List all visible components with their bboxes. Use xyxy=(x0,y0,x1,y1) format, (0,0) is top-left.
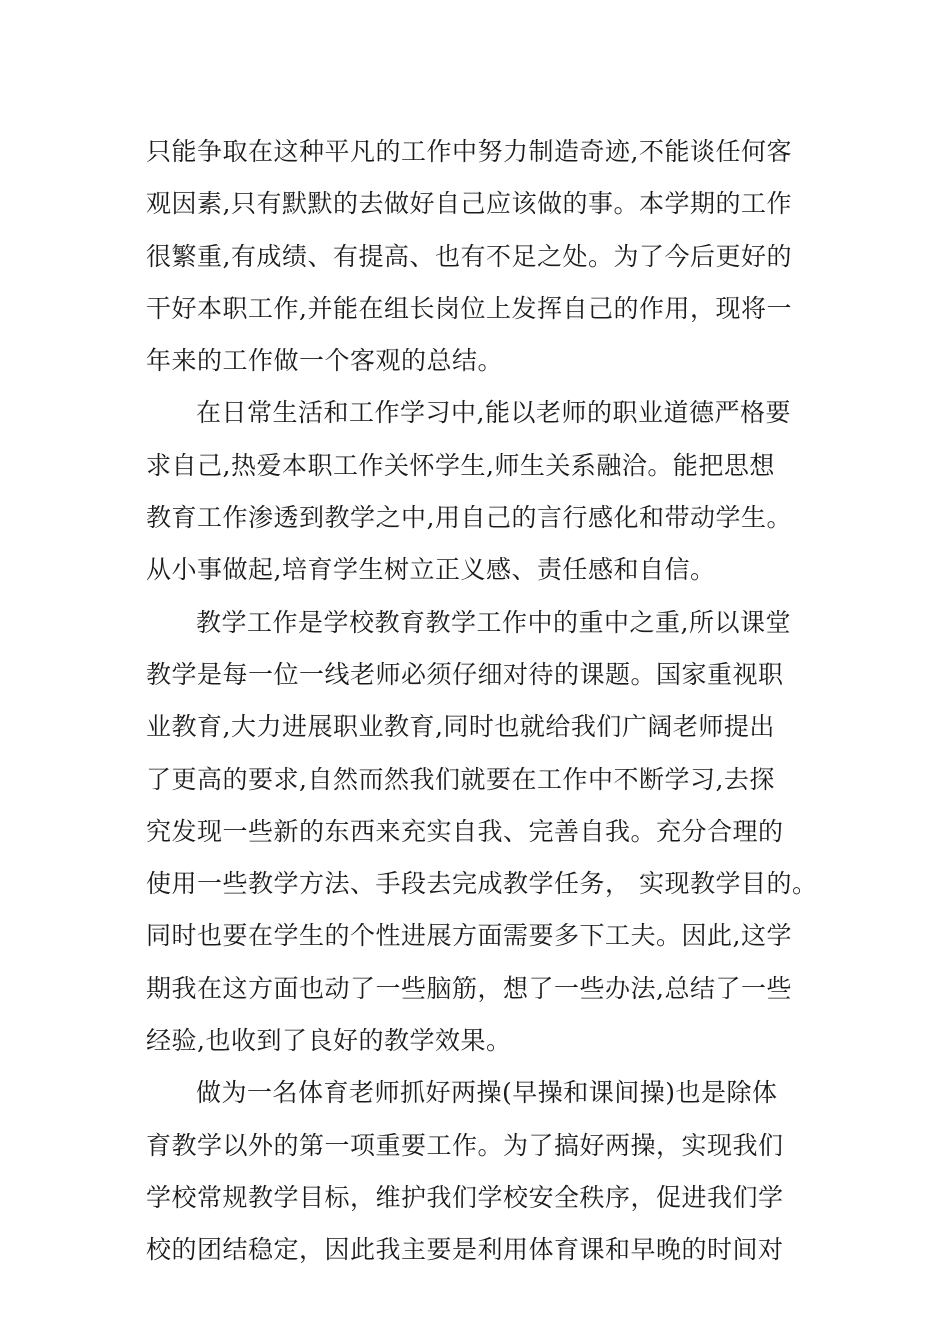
text-line: 观因素,只有默默的去做好自己应该做的事。本学期的工作 xyxy=(146,189,792,219)
text-line: 育教学以外的第一项重要工作。为了搞好两操，实现我们 xyxy=(146,1130,784,1160)
text-line: 期我在这方面也动了一些脑筋，想了一些办法,总结了一些 xyxy=(146,973,792,1003)
text-line: 干好本职工作,并能在组长岗位上发挥自己的作用，现将一 xyxy=(146,293,792,323)
text-line: 究发现一些新的东西来充实自我、完善自我。充分合理的 xyxy=(146,816,784,846)
paragraph-1 xyxy=(146,126,818,387)
text-line: 做为一名体育老师抓好两操(早操和课间操)也是除体 xyxy=(196,1078,778,1108)
text-line: 教学是每一位一线老师必须仔细对待的课题。国家重视职 xyxy=(146,659,784,689)
text-line: 求自己,热爱本职工作关怀学生,师生关系融洽。能把思想 xyxy=(146,450,775,480)
text-line: 业教育,大力进展职业教育,同时也就给我们广阔老师提出 xyxy=(146,712,775,742)
text-line: 只能争取在这种平凡的工作中努力制造奇迹,不能谈任何客 xyxy=(146,137,792,166)
text-line: 使用一些教学方法、手段去完成教学任务， 实现教学目的。 xyxy=(146,869,818,899)
text-line: 从小事做起,培育学生树立正义感、责任感和自信。 xyxy=(146,555,716,585)
paragraph-3 xyxy=(146,597,818,1068)
text-line: 在日常生活和工作学习中,能以老师的职业道德严格要 xyxy=(196,398,791,428)
paragraph-2 xyxy=(146,387,818,596)
text-line: 经验,也收到了良好的教学效果。 xyxy=(146,1026,512,1056)
body-text xyxy=(146,126,818,1277)
text-line: 教育工作渗透到教学之中,用自己的言行感化和带动学生。 xyxy=(146,503,792,533)
text-line: 了更高的要求,自然而然我们就要在工作中不断学习,去探 xyxy=(146,764,775,794)
text-line: 很繁重,有成绩、有提高、也有不足之处。为了今后更好的 xyxy=(146,241,792,271)
paragraph-4 xyxy=(146,1067,818,1276)
text-line: 学校常规教学目标，维护我们学校安全秩序，促进我们学 xyxy=(146,1182,784,1212)
text-line: 年来的工作做一个客观的总结。 xyxy=(146,346,504,376)
text-line: 同时也要在学生的个性进展方面需要多下工夫。因此,这学 xyxy=(146,921,792,951)
text-line: 教学工作是学校教育教学工作中的重中之重,所以课堂 xyxy=(196,607,791,637)
text-line: 校的团结稳定，因此我主要是利用体育课和早晚的时间对 xyxy=(146,1235,784,1265)
